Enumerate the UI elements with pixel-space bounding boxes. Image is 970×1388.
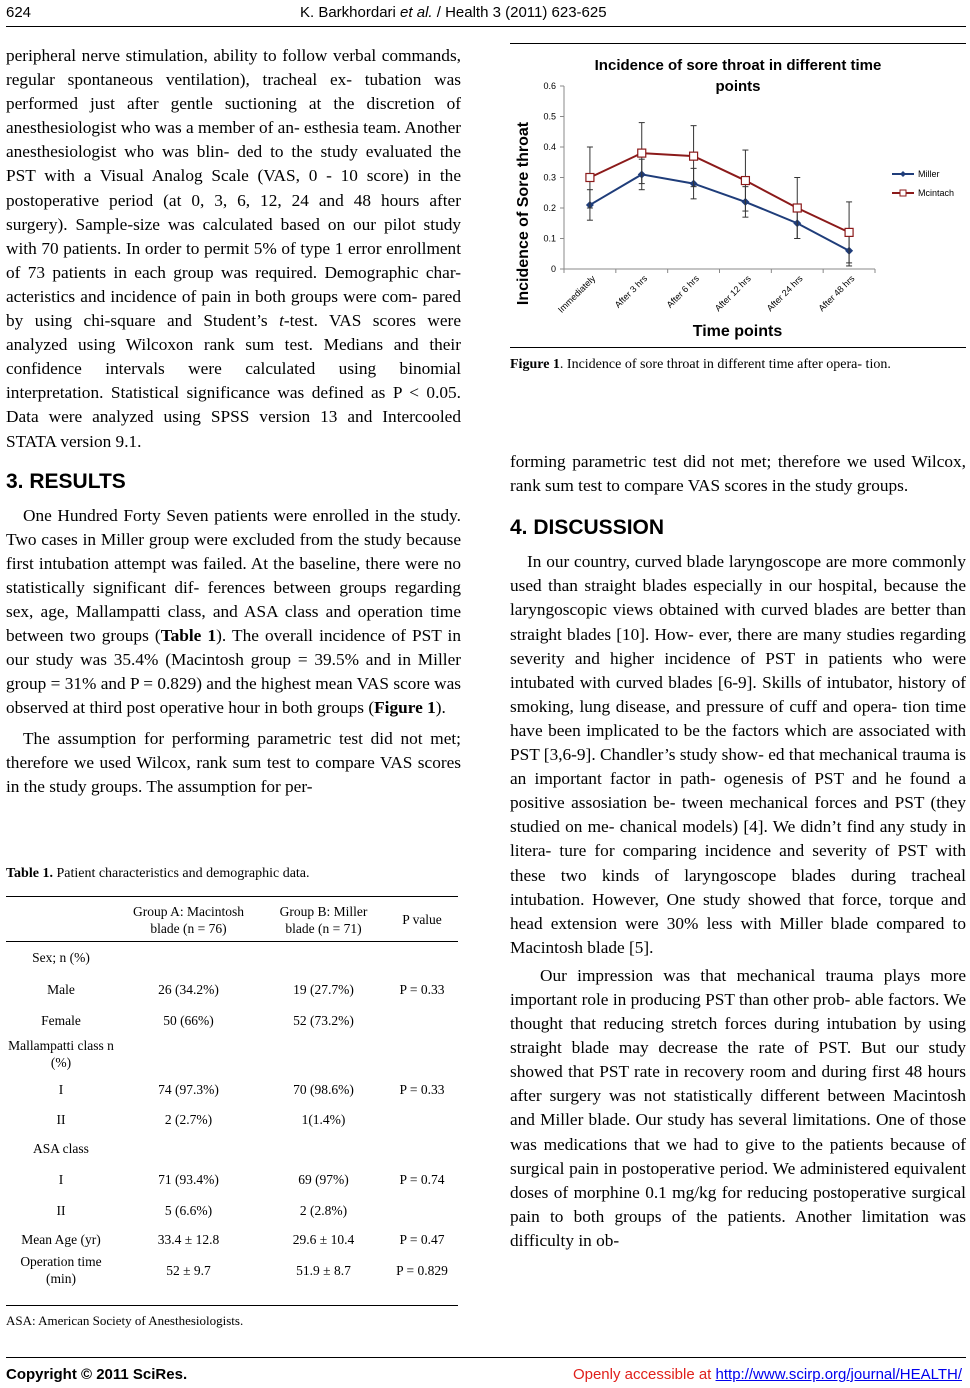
x-tick-label: After 48 hrs [816,273,857,314]
table-row [6,941,458,973]
table-1-caption: Table 1. Patient characteristics and demographic data. [6,866,310,881]
table-cell [386,1195,458,1225]
methods-paragraph: peripheral nerve stimulation, ability to follow verbal commands, regular spontaneous ventilation), tracheal ex- tubation was performed just after gentle suctioning at the discretion of anesthesiologist who was a member of an- esthesia team. Another anesthesiologist who was blin- ded to the study evaluated the PST with a Visual Analog Scale (VAS, 0 - 10 score) in the postoperative period (at 0, 3, 6, 12, 24 and 48 hours after surgery). Sample-size was calculated based on our pilot study with 70 patients. In order to permit 5% of type 1 error enrollment of 73 patients in each group was required. Demographic char- acteristics and incidence of pain in both groups were com- pared by using chi-square and Student’s t-test. VAS scores were analyzed using Wilcoxon rank sum test. Medians and their confidence intervals were calculated using binomial interpretation. Statistical significance was defined as P < 0.05. Data were analyzed using SPSS version 13 and Intercooled STATA version 9.1. [6,46,461,451]
table-cell: 70 (98.6%) [293,1081,354,1097]
table-cell [116,1133,261,1163]
x-tick-label: After 6 hrs [664,273,701,310]
table-1-top-rule [6,896,458,897]
table-row [6,1073,458,1105]
table-cell: P = 0.33 [399,1081,445,1097]
table-cell: I [58,1171,64,1187]
copyright: Copyright © 2011 SciRes. [6,1366,188,1383]
table-cell [116,1035,261,1073]
table-header-cell [6,899,116,941]
x-tick-label: Immediately [555,273,598,315]
y-tick-label: 0.2 [543,203,556,213]
table-row [6,1133,458,1163]
table-header-cell: Group A: Macintosh blade (n = 76) [133,903,244,936]
table-cell: II [56,1111,66,1127]
table-cell: P = 0.47 [399,1231,445,1247]
table-cell [116,941,261,973]
table-cell [386,941,458,973]
table-cell: 2 (2.7%) [164,1111,213,1127]
figure-bottom-rule [510,347,966,348]
x-tick-label: After 24 hrs [764,273,805,314]
data-point-mcintach [793,204,801,212]
x-tick-label: After 3 hrs [612,273,650,310]
table-cell: 33.4 ± 12.8 [157,1231,220,1247]
table-row [6,973,458,1005]
table-cell: 50 (66%) [163,1012,214,1028]
y-tick-label: 0.4 [543,142,556,152]
table-header-row [6,899,458,941]
table-cell: 26 (34.2%) [158,981,219,997]
y-tick-label: 0 [550,264,556,274]
table-cell: 69 (97%) [298,1171,349,1187]
table-cell [261,941,386,973]
table-cell [261,1035,386,1073]
data-point-mcintach [690,152,698,160]
legend-marker [900,190,906,196]
open-access-note: Openly accessible at http://www.scirp.org/journal/HEALTH/ [572,1366,962,1383]
table-row [6,1225,458,1253]
table-cell: Male [47,981,75,997]
table-cell: 19 (27.7%) [293,981,354,997]
header-rule [6,26,966,27]
table-cell: 51.9 ± 8.7 [296,1262,351,1278]
table-row [6,1035,458,1073]
y-tick-label: 0.1 [543,233,556,244]
sore-throat-line-chart [510,48,966,344]
continued-paragraph: forming parametric test did not met; therefore we used Wilcox, rank sum test to compare VAS scores in the study groups. [510,452,966,496]
figure-1-ref[interactable]: Figure 1 [374,698,436,718]
y-tick-label: 0.3 [543,172,556,183]
table-cell: P = 0.829 [396,1262,448,1278]
table-cell: P = 0.33 [399,981,445,997]
table-cell: 29.6 ± 10.4 [292,1231,355,1247]
table-1 [6,899,458,1287]
page-number: 624 [6,4,32,21]
journal-link[interactable]: http://www.scirp.org/journal/HEALTH/ [715,1366,962,1383]
series-line-miller [590,174,849,250]
table-cell: P = 0.74 [399,1171,445,1187]
data-point-mcintach [845,228,853,236]
table-cell [386,1105,458,1133]
x-tick-label: After 12 hrs [712,273,753,314]
table-cell: 1(1.4%) [301,1111,346,1127]
table-1-footnote: ASA: American Society of Anesthesiologists. [6,1313,244,1328]
x-axis-label: Time points [692,323,783,340]
figure-1-caption: Figure 1. Incidence of sore throat in different time after opera- tion. [510,357,891,372]
data-point-mcintach [638,149,646,157]
discussion-heading: 4. DISCUSSION [510,516,665,540]
table-cell: Female [41,1012,81,1028]
figure-top-rule [510,43,966,44]
chart-title: Incidence of sore throat in different time points [594,57,882,95]
discussion-paragraph-1: In our country, curved blade laryngoscope are more commonly used than straight blades especially in our hospital, because the laryngoscopic views obtained with curved blades are better than straight blades [10]. How- ever, there are many studies regarding severity and higher incidence of PST in patients who were intubated with curved blades [6-9]. Skills of intubator, history of smoking, lung disease, and pressure of cuff and opera- tion time have been implicated to be the factors which are associated with PST [3,6-9]. Chandler’s study show- ed that mechanical trauma is an important factor in path- ogenesis of PST and he found a positive assosiation be- tween mechanical forces and PST (they studied on me- chanical models) [4]. We didn’t find any study in litera- ture for comparing incidence and severity of PST with these two kinds of laryngoscope blades during tracheal intubation. However, One study showed that force, torque and head extension were 30% less with Miller blade compared to Macintosh blade [5]. [510,552,966,957]
table-cell: 52 ± 9.7 [166,1262,211,1278]
y-tick-label: 0.5 [543,111,556,122]
table-cell: II [56,1202,66,1218]
data-point-mcintach [586,174,594,182]
table-cell: Mean Age (yr) [21,1231,101,1247]
table-cell: 52 (73.2%) [293,1012,354,1028]
y-axis-label: Incidence of Sore throat [515,121,532,306]
table-cell [386,1133,458,1163]
table-row [6,1105,458,1133]
table-cell: 71 (93.4%) [158,1171,219,1187]
table-1-bottom-rule [6,1305,458,1306]
running-head: K. Barkhordari et al. / Health 3 (2011) 623-625 [300,4,607,21]
table-cell: 74 (97.3%) [158,1081,219,1097]
table-cell: ASA class [33,1140,89,1156]
table-row [6,1005,458,1035]
running-header [0,2,970,24]
table-row [6,1163,458,1195]
footer-rule [6,1357,966,1358]
table-cell: Sex; n (%) [32,949,90,965]
table-row [6,1253,458,1287]
left-column [6,44,461,799]
right-column [510,450,966,1253]
y-tick-label: 0.6 [543,81,556,91]
table-cell: 5 (6.6%) [164,1202,213,1218]
table-cell [386,1005,458,1035]
results-paragraph: One Hundred Forty Seven patients were enrolled in the study. Two cases in Miller group were excluded from the study because first intubation attempt was failed. At the baseline, there were no statistically significant dif- ferences between groups regarding sex, age, Mallampatti class, and ASA class and operation time between two groups (Table 1). The overall incidence of PST in our study was 35.4% (Macintosh group = 39.5% and in Miller group = 31% and P = 0.829) and the highest mean VAS score was observed at third post operative hour in both groups (Figure 1). [6,505,462,718]
discussion-paragraph-2: Our impression was that mechanical trauma plays more important role in producing PST than other prob- able factors. We thought that reducing stretch forces during intubation by using straight blade may decrease the rate of PST. But our study showed that PST rate in recovery room and during first 48 hours after surgery was not statistically different between Macintosh and Miller blade. Our study has several limitations. One of those was medications that we had to give to the patients because of surgical pain in postoperative period. We administered equivalent doses of morphine 0.1 mg/kg for reducing postoperative surgical pain to both groups of the patients. Another limitation was difficulty in ob- [510,965,966,1250]
table-cell: 2 (2.8%) [299,1202,348,1218]
legend-label: Mcintach [918,188,955,198]
assumption-paragraph: The assumption for performing parametric test did not met; therefore we used Wilcox, rank sum test to compare VAS scores in the study groups. The assumption for per- [6,728,461,796]
table-1-ref[interactable]: Table 1 [160,626,217,646]
table-cell [261,1133,386,1163]
results-heading: 3. RESULTS [6,469,126,493]
table-header-cell: P value [402,912,442,928]
data-point-mcintach [741,177,749,185]
table-cell [386,1035,458,1073]
table-row [6,1195,458,1225]
legend-marker [900,171,906,177]
table-cell: I [58,1081,64,1097]
table-cell: Operation time (min) [20,1254,102,1286]
legend-label: Miller [918,169,940,179]
table-header-cell: Group B: Miller blade (n = 71) [279,903,368,936]
table-cell: Mallampatti class n (%) [8,1038,114,1070]
